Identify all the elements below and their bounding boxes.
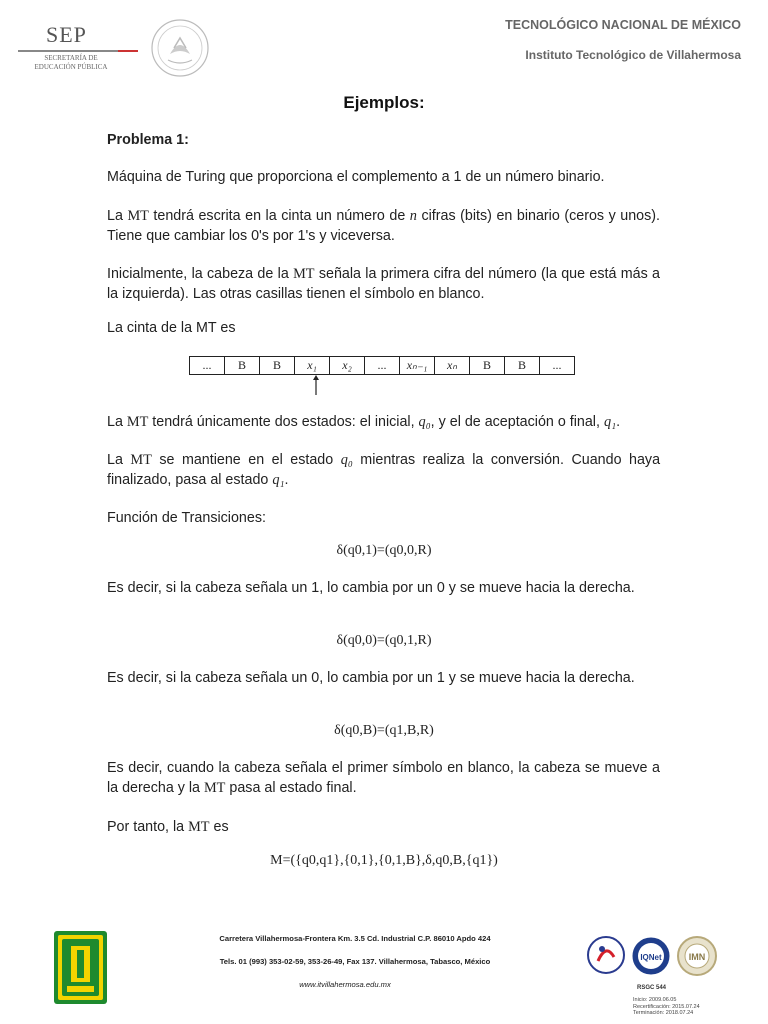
mt-symbol: MT	[203, 780, 226, 796]
paragraph-states	[107, 412, 660, 432]
tape-head-arrow-icon	[313, 375, 319, 395]
sep-logo-bar	[18, 50, 118, 52]
page-title: Ejemplos:	[343, 93, 425, 112]
sep-sub-line-2: EDUCACIÓN PÚBLICA	[34, 63, 108, 71]
footer-website-link[interactable]: www.itvillahermosa.edu.mx	[299, 980, 391, 989]
transition-equation-3: δ(q0,B)=(q1,B,R)	[334, 723, 434, 738]
sep-logo-bar-accent	[118, 50, 138, 52]
q1-symbol: q₁	[603, 414, 617, 430]
certification-dates	[633, 997, 700, 1017]
cert-date-start: Inicio: 2009.06.05	[633, 997, 677, 1003]
paragraph-explain-1: Es decir, si la cabeza señala un 1, lo cambia por un 0 y se mueve hacia la derecha.	[107, 580, 635, 596]
paragraph-explain-2: Es decir, si la cabeza señala un 0, lo cambia por un 1 y se mueve hacia la derecha.	[107, 670, 635, 686]
text: mientras realiza la conversión. Cuando haya finalizado, pasa al estado	[107, 452, 661, 488]
text: .	[284, 472, 289, 488]
text: tendrá escrita en la cinta un número de	[148, 208, 410, 224]
tape-cell: B	[225, 357, 260, 375]
certification-badge-1-icon	[586, 935, 626, 975]
tape-cell: ...	[190, 357, 225, 375]
mt-symbol: MT	[293, 266, 315, 282]
cert-date-end: Terminación: 2018.07.24	[633, 1010, 694, 1016]
sep-logo-subtitle	[26, 54, 116, 72]
transition-equation-1: δ(q0,1)=(q0,0,R)	[336, 543, 432, 558]
q0-symbol: q₀	[418, 414, 431, 430]
transitions-heading: Función de Transiciones:	[107, 510, 266, 526]
itvh-shield-logo-icon	[53, 930, 108, 1005]
sep-logo-text: SEP	[46, 22, 87, 47]
text: Es decir, cuando la cabeza señala el primer símbolo en blanco, la cabeza se mueve a la derecha y la	[107, 760, 660, 796]
text: señala la primera cifra del número (la que está más a la izquierda). Las otras casillas tienen el símbolo en blanco.	[107, 266, 660, 302]
footer-phones: Tels. 01 (993) 353-02-59, 353-26-49, Fax 137. Villahermosa, Tabasco, México	[219, 957, 491, 966]
text: cifras (bits) en binario (ceros y unos). Tiene que cambiar los 0's por 1's y viceversa.	[107, 208, 660, 244]
paragraph-tape-label: La cinta de la MT es	[107, 320, 236, 336]
transition-equation-2: δ(q0,0)=(q0,1,R)	[336, 633, 432, 648]
svg-text:IQNet: IQNet	[640, 953, 662, 962]
footer-address: Carretera Villahermosa-Frontera Km. 3.5 Cd. Industrial C.P. 86010 Apdo 424	[219, 934, 491, 943]
text: La	[107, 452, 131, 468]
mt-symbol: MT	[126, 414, 149, 430]
problem-heading: Problema 1:	[107, 132, 189, 148]
tape-cell: B	[505, 357, 540, 375]
tape-cell: B	[470, 357, 505, 375]
text: pasa al estado final.	[225, 780, 357, 796]
paragraph-state-transition	[107, 450, 660, 490]
tape-cell: xₙ₋₁	[400, 357, 435, 375]
text: , y el de aceptación o final,	[430, 414, 604, 430]
mt-symbol: MT	[188, 819, 210, 835]
text: se mantiene en el estado	[151, 452, 341, 468]
text: Por tanto, la	[107, 819, 189, 835]
paragraph-explain-3	[107, 758, 660, 798]
paragraph-tape-content	[107, 206, 660, 246]
q1-symbol: q₁	[272, 472, 285, 488]
sep-sub-line-1: SECRETARÍA DE	[44, 54, 98, 62]
text: La	[107, 208, 128, 224]
tape-cell: B	[260, 357, 295, 375]
tape-cell: x₂	[330, 357, 365, 375]
paragraph-head-position	[107, 264, 660, 304]
tape-cell: xₙ	[435, 357, 470, 375]
turing-tape	[189, 356, 575, 375]
imnc-certification-seal-icon	[676, 935, 718, 977]
text: Inicialmente, la cabeza de la	[107, 266, 294, 282]
sep-logo	[18, 22, 118, 74]
certification-code: RSGC 544	[637, 985, 667, 991]
institution-title: TECNOLÓGICO NACIONAL DE MÉXICO	[505, 18, 741, 32]
institution-subtitle: Instituto Tecnológico de Villahermosa	[525, 48, 741, 62]
svg-text:IMN: IMN	[688, 952, 706, 962]
n-symbol: n	[409, 208, 417, 224]
text: es	[209, 819, 229, 835]
cert-date-recert: Recertificación: 2015.07.24	[633, 1003, 700, 1010]
text: tendrá únicamente dos estados: el inicial,	[148, 414, 419, 430]
tape-cell: ...	[365, 357, 400, 375]
text: .	[616, 414, 621, 430]
mt-symbol: MT	[130, 452, 152, 468]
mt-symbol: MT	[127, 208, 149, 224]
iqnet-certification-icon	[630, 935, 672, 977]
text: La	[107, 414, 127, 430]
q0-symbol: q₀	[340, 452, 353, 468]
tape-cell: x₁	[295, 357, 330, 375]
tape-cell: ...	[540, 357, 575, 375]
machine-definition-equation: M=({q0,q1},{0,1},{0,1,B},δ,q0,B,{q1})	[270, 853, 498, 868]
paragraph-definition	[107, 817, 660, 837]
mexico-seal-icon	[150, 18, 210, 78]
paragraph-intro: Máquina de Turing que proporciona el complemento a 1 de un número binario.	[107, 169, 605, 185]
